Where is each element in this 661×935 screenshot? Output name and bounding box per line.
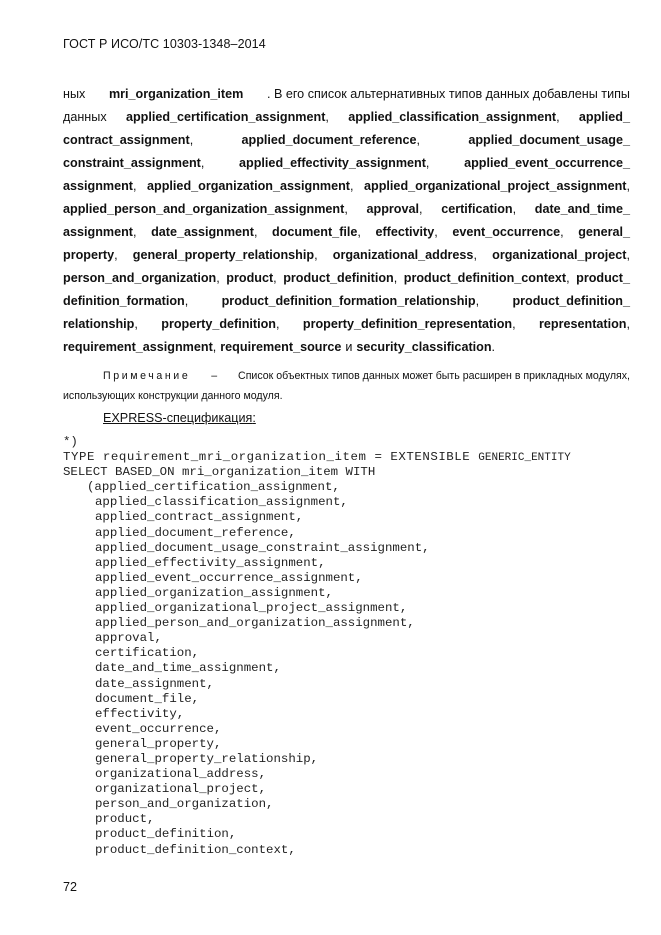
code-select-item: organizational_project, [95,782,267,797]
entity-name: applied_organizational_project_assignment [364,179,627,193]
paragraph-text: . [491,340,496,354]
paragraph-word [367,198,423,221]
paragraph-word [364,175,630,198]
paragraph-line [63,267,630,290]
code-select-item: person_and_organization, [95,797,274,812]
paragraph-text: , [133,179,137,193]
note-label: Примечание [103,370,191,382]
paragraph-word [147,175,353,198]
paragraph-line [63,106,630,129]
entity-name: product_ [576,271,630,285]
entity-name: product_definition [283,271,394,285]
paragraph-text: , [512,202,517,216]
paragraph-word [492,244,630,267]
entity-name: applied_document_reference [241,133,417,147]
entity-name: applied_person_and_organization_assignment [63,202,345,216]
page-header: ГОСТ Р ИСО/ТС 10303-1348–2014 [63,37,266,51]
paragraph-text: , [189,133,194,147]
code-select-item: document_file, [95,691,200,706]
code-select-item: applied_document_reference, [95,525,296,540]
paragraph-word [109,83,243,106]
code-select-item: effectivity, [95,706,185,721]
express-code-block [63,435,653,858]
paragraph-text: , [184,294,189,308]
paragraph-word [161,313,279,336]
code-select-item: event_occurrence, [95,721,222,736]
code-select-line: SELECT BASED_ON mri_organization_item WITH [63,465,376,480]
entity-name: mri_organization_item [108,87,244,101]
paragraph-word [404,267,570,290]
code-select-item: product_definition, [95,827,237,842]
code-select-item: applied_contract_assignment, [95,510,304,525]
paragraph-text: , [216,271,220,285]
paragraph-line [63,290,630,313]
entity-name: person_and_organization [63,271,217,285]
express-title-colon: : [252,411,256,425]
paragraph-line [63,244,630,267]
paragraph-text: , [133,225,137,239]
paragraph-word [348,106,559,129]
note-dash: – [211,370,218,382]
code-select-item: product, [95,812,155,827]
entity-name: contract_assignment [63,133,190,147]
paragraph-line [63,313,630,336]
paragraph-text: , [114,248,118,262]
entity-name: applied_ [578,110,630,124]
entity-name: definition_formation [63,294,185,308]
paragraph-line [63,129,630,152]
code-type-line [63,450,653,465]
paragraph-text: , [350,179,354,193]
code-select-item: certification, [95,646,200,661]
paragraph-word [242,129,420,152]
paragraph-line [63,175,630,198]
express-title-text: EXPRESS-спецификация [103,411,253,425]
code-select-item: applied_event_occurrence_assignment, [95,570,363,585]
paragraph-word [579,106,630,129]
paragraph-word [226,267,276,290]
entity-name: applied_document_usage_ [468,133,630,147]
paragraph-text: и [345,340,353,354]
paragraph-word [63,336,216,359]
code-select-item: date_assignment, [95,676,214,691]
entity-name: requirement_assignment [63,340,213,354]
paragraph-text: , [566,271,570,285]
code-type-main: TYPE requirement_mri_organization_item = EXTENSIBLE [63,450,471,465]
code-select-item: general_property_relationship, [95,751,319,766]
entity-name: general_ [578,225,630,239]
entity-name: certification [441,202,513,216]
code-select-item: applied_classification_assignment, [95,495,348,510]
paragraph-text: , [273,271,277,285]
code-select-item: product_definition_context, [95,842,296,857]
paragraph-text: , [626,179,630,193]
paragraph-word [63,244,118,267]
entity-name: assignment [63,225,133,239]
paragraph-word [63,198,348,221]
paragraph-word [63,221,137,244]
express-title [103,411,256,425]
paragraph-text: , [276,317,280,331]
note-block [63,367,630,406]
paragraph-text: , [434,225,438,239]
code-select-item: applied_effectivity_assignment, [95,555,326,570]
paragraph-word [539,313,630,336]
paragraph-word [441,198,516,221]
paragraph-text: , [512,317,516,331]
paragraph-word [272,221,361,244]
paragraph-word [63,106,107,129]
paragraph-line [63,336,630,359]
paragraph-word [512,290,630,313]
paragraph-line [63,198,630,221]
entity-name: applied_organization_assignment [147,179,350,193]
note-text-1: Список объектных типов данных может быть расширен в прикладных модулях, [238,370,630,382]
entity-name: applied_classification_assignment [348,110,557,124]
paragraph-word [267,83,630,106]
paragraph-word [468,129,630,152]
entity-name: organizational_address [332,248,474,262]
code-select-item: applied_organizational_project_assignment, [95,601,408,616]
code-select-item: applied_document_usage_constraint_assignment, [95,540,430,555]
code-select-item: organizational_address, [95,767,267,782]
paragraph-word [63,290,188,313]
paragraph-word [333,244,477,267]
paragraph-word [303,313,516,336]
entity-name: organizational_project [492,248,627,262]
paragraph-word [283,267,397,290]
paragraph-text: , [626,317,630,331]
paragraph-word [63,175,137,198]
entity-name: product_definition_ [512,294,630,308]
code-select-item: applied_organization_assignment, [95,585,333,600]
paragraph-text: ных [63,87,86,101]
entity-name: constraint_assignment [63,156,201,170]
paragraph-word [452,221,563,244]
entity-name: event_occurrence [452,225,561,239]
paragraph-word [63,152,204,175]
paragraph-word [151,221,257,244]
paragraph-text: , [253,225,258,239]
paragraph-text: , [416,133,420,147]
paragraph-text: , [419,202,423,216]
entity-name: product_definition_formation_relationship [221,294,476,308]
paragraph-text: , [475,294,480,308]
entity-name: applied_certification_assignment [125,110,326,124]
paragraph-word [220,336,341,359]
paragraph-line [63,83,630,106]
paragraph-word [345,336,352,359]
entity-name: representation [538,317,627,331]
paragraph-text: , [556,110,560,124]
paragraph-word [464,152,630,175]
entity-name: property_definition [161,317,276,331]
paragraph-text: , [212,340,217,354]
entity-name: date_assignment [151,225,254,239]
paragraph-word [63,83,85,106]
paragraph-text: , [200,156,205,170]
entity-name: applied_event_occurrence_ [464,156,630,170]
entity-name: relationship [63,317,135,331]
paragraph-text: , [344,202,348,216]
paragraph-text: , [425,156,430,170]
code-select-item: date_and_time_assignment, [95,661,281,676]
code-select-item: (applied_certification_assignment, [87,480,340,495]
paragraph-word [535,198,630,221]
paragraph-word [63,313,138,336]
paragraph-text: , [134,317,138,331]
entity-name: approval [366,202,420,216]
paragraph-text: , [314,248,318,262]
paragraph-word [133,244,318,267]
entity-name: property [63,248,115,262]
entity-name: assignment [63,179,133,193]
paragraph-text: , [473,248,477,262]
entity-name: product [226,271,274,285]
paragraph-text: , [357,225,361,239]
paragraph-text: данных [63,110,107,124]
code-select-item: applied_person_and_organization_assignment, [95,616,415,631]
entity-name: effectivity [375,225,435,239]
entity-name: document_file [272,225,358,239]
paragraph-text: . В его список альтернативных типов данных добавлены типы [266,87,630,101]
paragraph-text: , [393,271,398,285]
paragraph-line [63,221,630,244]
page-number: 72 [63,880,78,894]
paragraph-text: , [325,110,329,124]
paragraph-word [576,267,630,290]
code-type-tail: GENERIC_ENTITY [478,452,571,465]
paragraph-word [356,336,495,359]
body-paragraph [63,83,630,359]
entity-name: applied_effectivity_assignment [239,156,426,170]
paragraph-word [375,221,437,244]
entity-name: security_classification [356,340,492,354]
paragraph-line [63,152,630,175]
paragraph-word [126,106,329,129]
entity-name: date_and_time_ [534,202,630,216]
paragraph-text: , [560,225,564,239]
code-select-item: general_property, [95,736,222,751]
paragraph-word [239,152,429,175]
paragraph-text: , [626,248,630,262]
code-open-comment: *) [63,435,78,449]
paragraph-word [222,290,479,313]
entity-name: requirement_source [220,340,342,354]
paragraph-word [63,129,193,152]
entity-name: product_definition_context [403,271,567,285]
note-line-2: использующих конструкции данного модуля. [63,389,283,402]
entity-name: property_definition_representation [302,317,513,331]
entity-name: general_property_relationship [132,248,315,262]
paragraph-word [63,267,220,290]
paragraph-word [578,221,630,244]
note-line-1 [63,367,630,387]
code-select-item: approval, [95,631,162,646]
